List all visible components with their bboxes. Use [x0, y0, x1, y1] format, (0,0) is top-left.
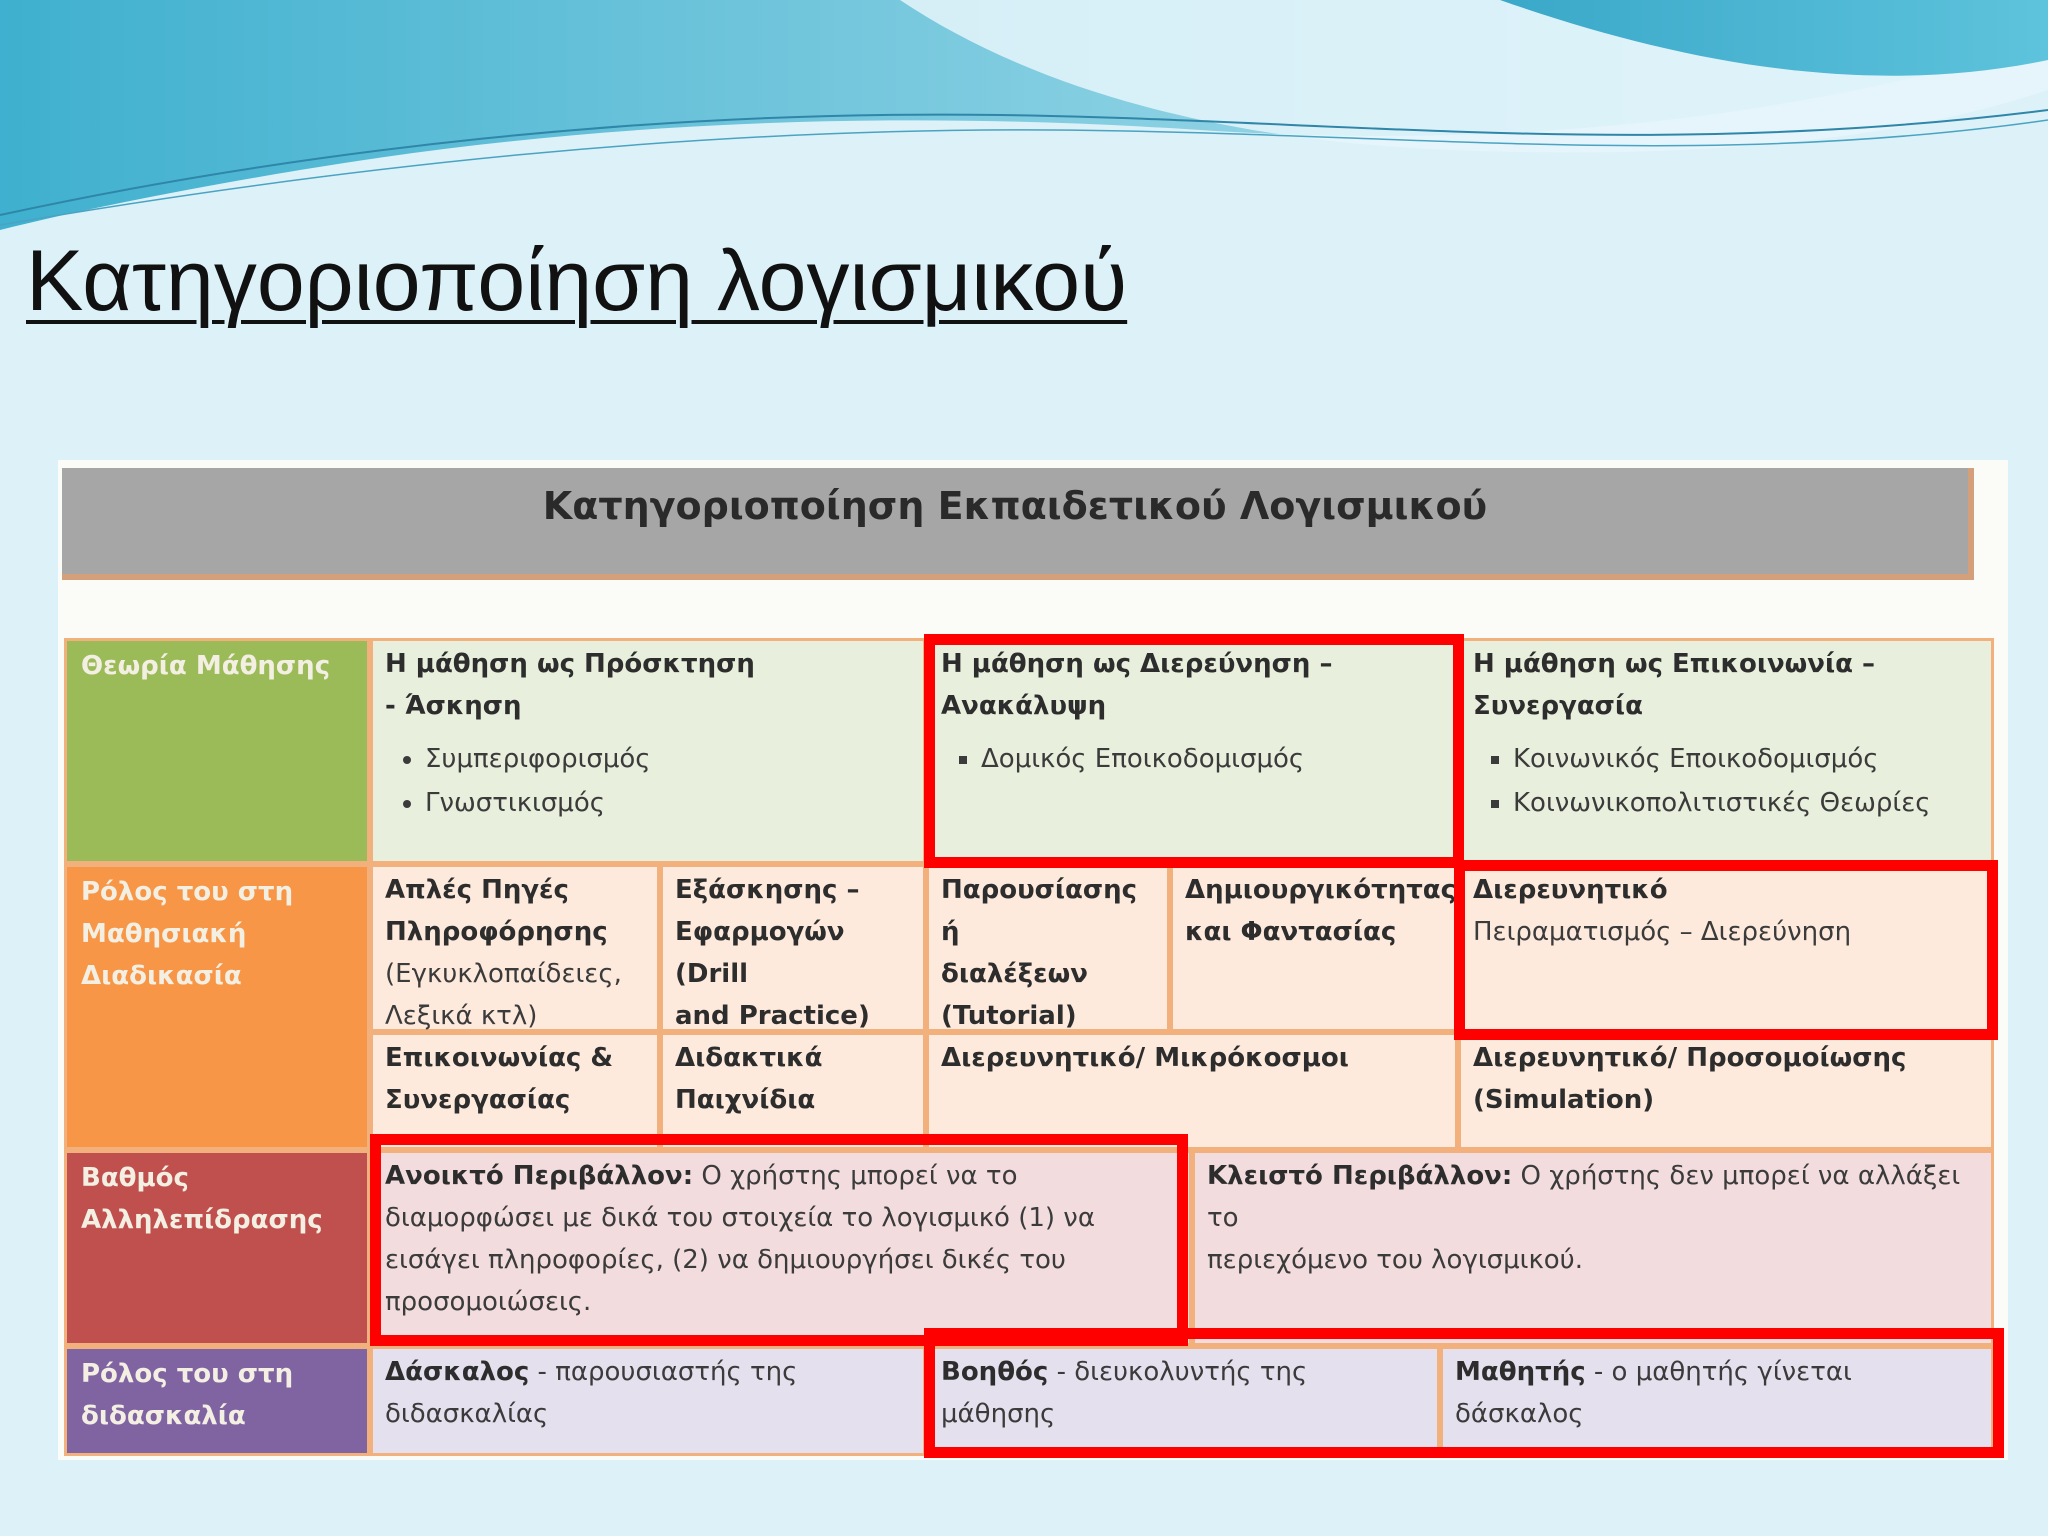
list-item: • Γνωστικισμός — [425, 781, 911, 825]
cell-heading: Παιχνίδια — [675, 1085, 816, 1115]
classification-table-image — [58, 460, 2008, 1460]
cell-term: Βοηθός — [941, 1357, 1049, 1387]
cell-text: περιεχόμενο του λογισμικού. — [1207, 1245, 1583, 1275]
cell-simple-sources — [370, 864, 660, 1032]
cell-heading: - Άσκηση — [385, 691, 522, 721]
cell-heading: Η μάθηση ως Διερεύνηση – — [941, 649, 1333, 679]
list-item: ▪ Κοινωνικοπολιτιστικές Θεωρίες — [1513, 781, 1979, 825]
cell-heading: Ανακάλυψη — [941, 691, 1107, 721]
cell-text: Πειραματισμός – Διερεύνηση — [1473, 917, 1852, 947]
cell-heading: and Practice) — [675, 1001, 870, 1031]
cell-heading: Διερευνητικό — [1473, 875, 1668, 905]
list-item: ▪ Κοινωνικός Εποικοδομισμός — [1513, 737, 1979, 781]
highlight-box-assistant-student — [924, 1328, 2004, 1458]
cell-heading: και Φαντασίας — [1185, 917, 1397, 947]
row-label-text: Αλληλεπίδρασης — [81, 1205, 323, 1235]
cell-text: προσομοιώσεις. — [385, 1287, 592, 1317]
cell-text: Λεξικά κτλ) — [385, 1001, 538, 1031]
cell-heading: Διερευνητικό/ Μικρόκοσμοι — [941, 1043, 1349, 1073]
row-label-text: διδασκαλία — [81, 1401, 246, 1431]
cell-text: μάθησης — [941, 1399, 1056, 1429]
highlight-box-discovery — [924, 634, 1464, 868]
cell-heading: Παρουσίασης ή — [941, 875, 1138, 947]
list-item: • Συμπεριφορισμός — [425, 737, 911, 781]
cell-heading: διαλέξεων — [941, 959, 1088, 989]
cell-heading: Συνεργασίας — [385, 1085, 571, 1115]
table-title: Κατηγοριοποίηση Εκπαιδετικού Λογισμικού — [542, 484, 1488, 528]
cell-heading: Πληροφόρησης — [385, 917, 608, 947]
cell-simulation — [1458, 1032, 1994, 1150]
row-label-text: Μαθησιακή — [81, 919, 247, 949]
cell-learning-as-practice — [370, 638, 926, 864]
cell-creativity — [1170, 864, 1458, 1032]
row-label-learning-theory — [64, 638, 370, 864]
cell-drill-practice — [660, 864, 926, 1032]
highlight-box-exploratory — [1454, 860, 1998, 1040]
cell-term: Ανοικτό Περιβάλλον: — [385, 1161, 694, 1191]
cell-microworlds — [926, 1032, 1458, 1150]
cell-heading: Απλές Πηγές — [385, 875, 569, 905]
cell-term: Δάσκαλος — [385, 1357, 530, 1387]
slide-title: Κατηγοριοποίηση λογισμικού — [26, 233, 1128, 329]
highlight-box-open-environment — [370, 1134, 1188, 1346]
cell-heading: (Simulation) — [1473, 1085, 1655, 1115]
cell-heading: Εξάσκησης – — [675, 875, 860, 905]
cell-heading: Διδακτικά — [675, 1043, 823, 1073]
table-title-bar — [62, 468, 1974, 580]
cell-heading: Δημιουργικότητας — [1185, 875, 1457, 905]
cell-heading: Εφαρμογών (Drill — [675, 917, 845, 989]
cell-heading: Η μάθηση ως Πρόσκτηση — [385, 649, 755, 679]
row-label-text: Ρόλος του στη — [81, 877, 294, 907]
decorative-wave-banner — [0, 0, 2048, 260]
cell-text: (Εγκυκλοπαίδειες, — [385, 959, 622, 989]
cell-term: Μαθητής — [1455, 1357, 1586, 1387]
cell-text: εισάγει πληροφορίες, (2) να δημιουργήσει δικές του — [385, 1245, 1066, 1275]
cell-text: - ο μαθητής γίνεται — [1585, 1357, 1852, 1387]
cell-text: διδασκαλίας — [385, 1399, 549, 1429]
cell-heading: Επικοινωνίας & — [385, 1043, 614, 1073]
row-label-teaching-role — [64, 1346, 370, 1456]
cell-text: - διευκολυντής της — [1048, 1357, 1308, 1387]
cell-text: Ο χρήστης μπορεί να το — [693, 1161, 1018, 1191]
cell-communication-collaboration — [370, 1032, 660, 1150]
cell-heading: Συνεργασία — [1473, 691, 1643, 721]
row-label-interaction — [64, 1150, 370, 1346]
cell-text: δάσκαλος — [1455, 1399, 1584, 1429]
list-item: ▪ Δομικός Εποικοδομισμός — [981, 737, 1443, 781]
cell-text: - παρουσιαστής της — [529, 1357, 798, 1387]
row-label-text: Διαδικασία — [81, 961, 242, 991]
cell-teacher-role — [370, 1346, 926, 1456]
row-label-learning-role — [64, 864, 370, 1150]
cell-heading: Η μάθηση ως Επικοινωνία – — [1473, 649, 1876, 679]
row-label-text: Ρόλος του στη — [81, 1359, 294, 1389]
row-label-text: Βαθμός — [81, 1163, 189, 1193]
cell-text: Ο χρήστης δεν μπορεί να αλλάξει το — [1207, 1161, 1961, 1233]
cell-educational-games — [660, 1032, 926, 1150]
cell-tutorial — [926, 864, 1170, 1032]
cell-heading: Διερευνητικό/ Προσομοίωσης — [1473, 1043, 1907, 1073]
cell-heading: (Tutorial) — [941, 1001, 1077, 1031]
cell-term: Κλειστό Περιβάλλον: — [1207, 1161, 1513, 1191]
cell-text: διαμορφώσει με δικά του στοιχεία το λογισμικό (1) να — [385, 1203, 1095, 1233]
row-label-text: Θεωρία Μάθησης — [81, 651, 331, 681]
cell-learning-as-communication — [1458, 638, 1994, 864]
cell-closed-environment — [1192, 1150, 1994, 1346]
